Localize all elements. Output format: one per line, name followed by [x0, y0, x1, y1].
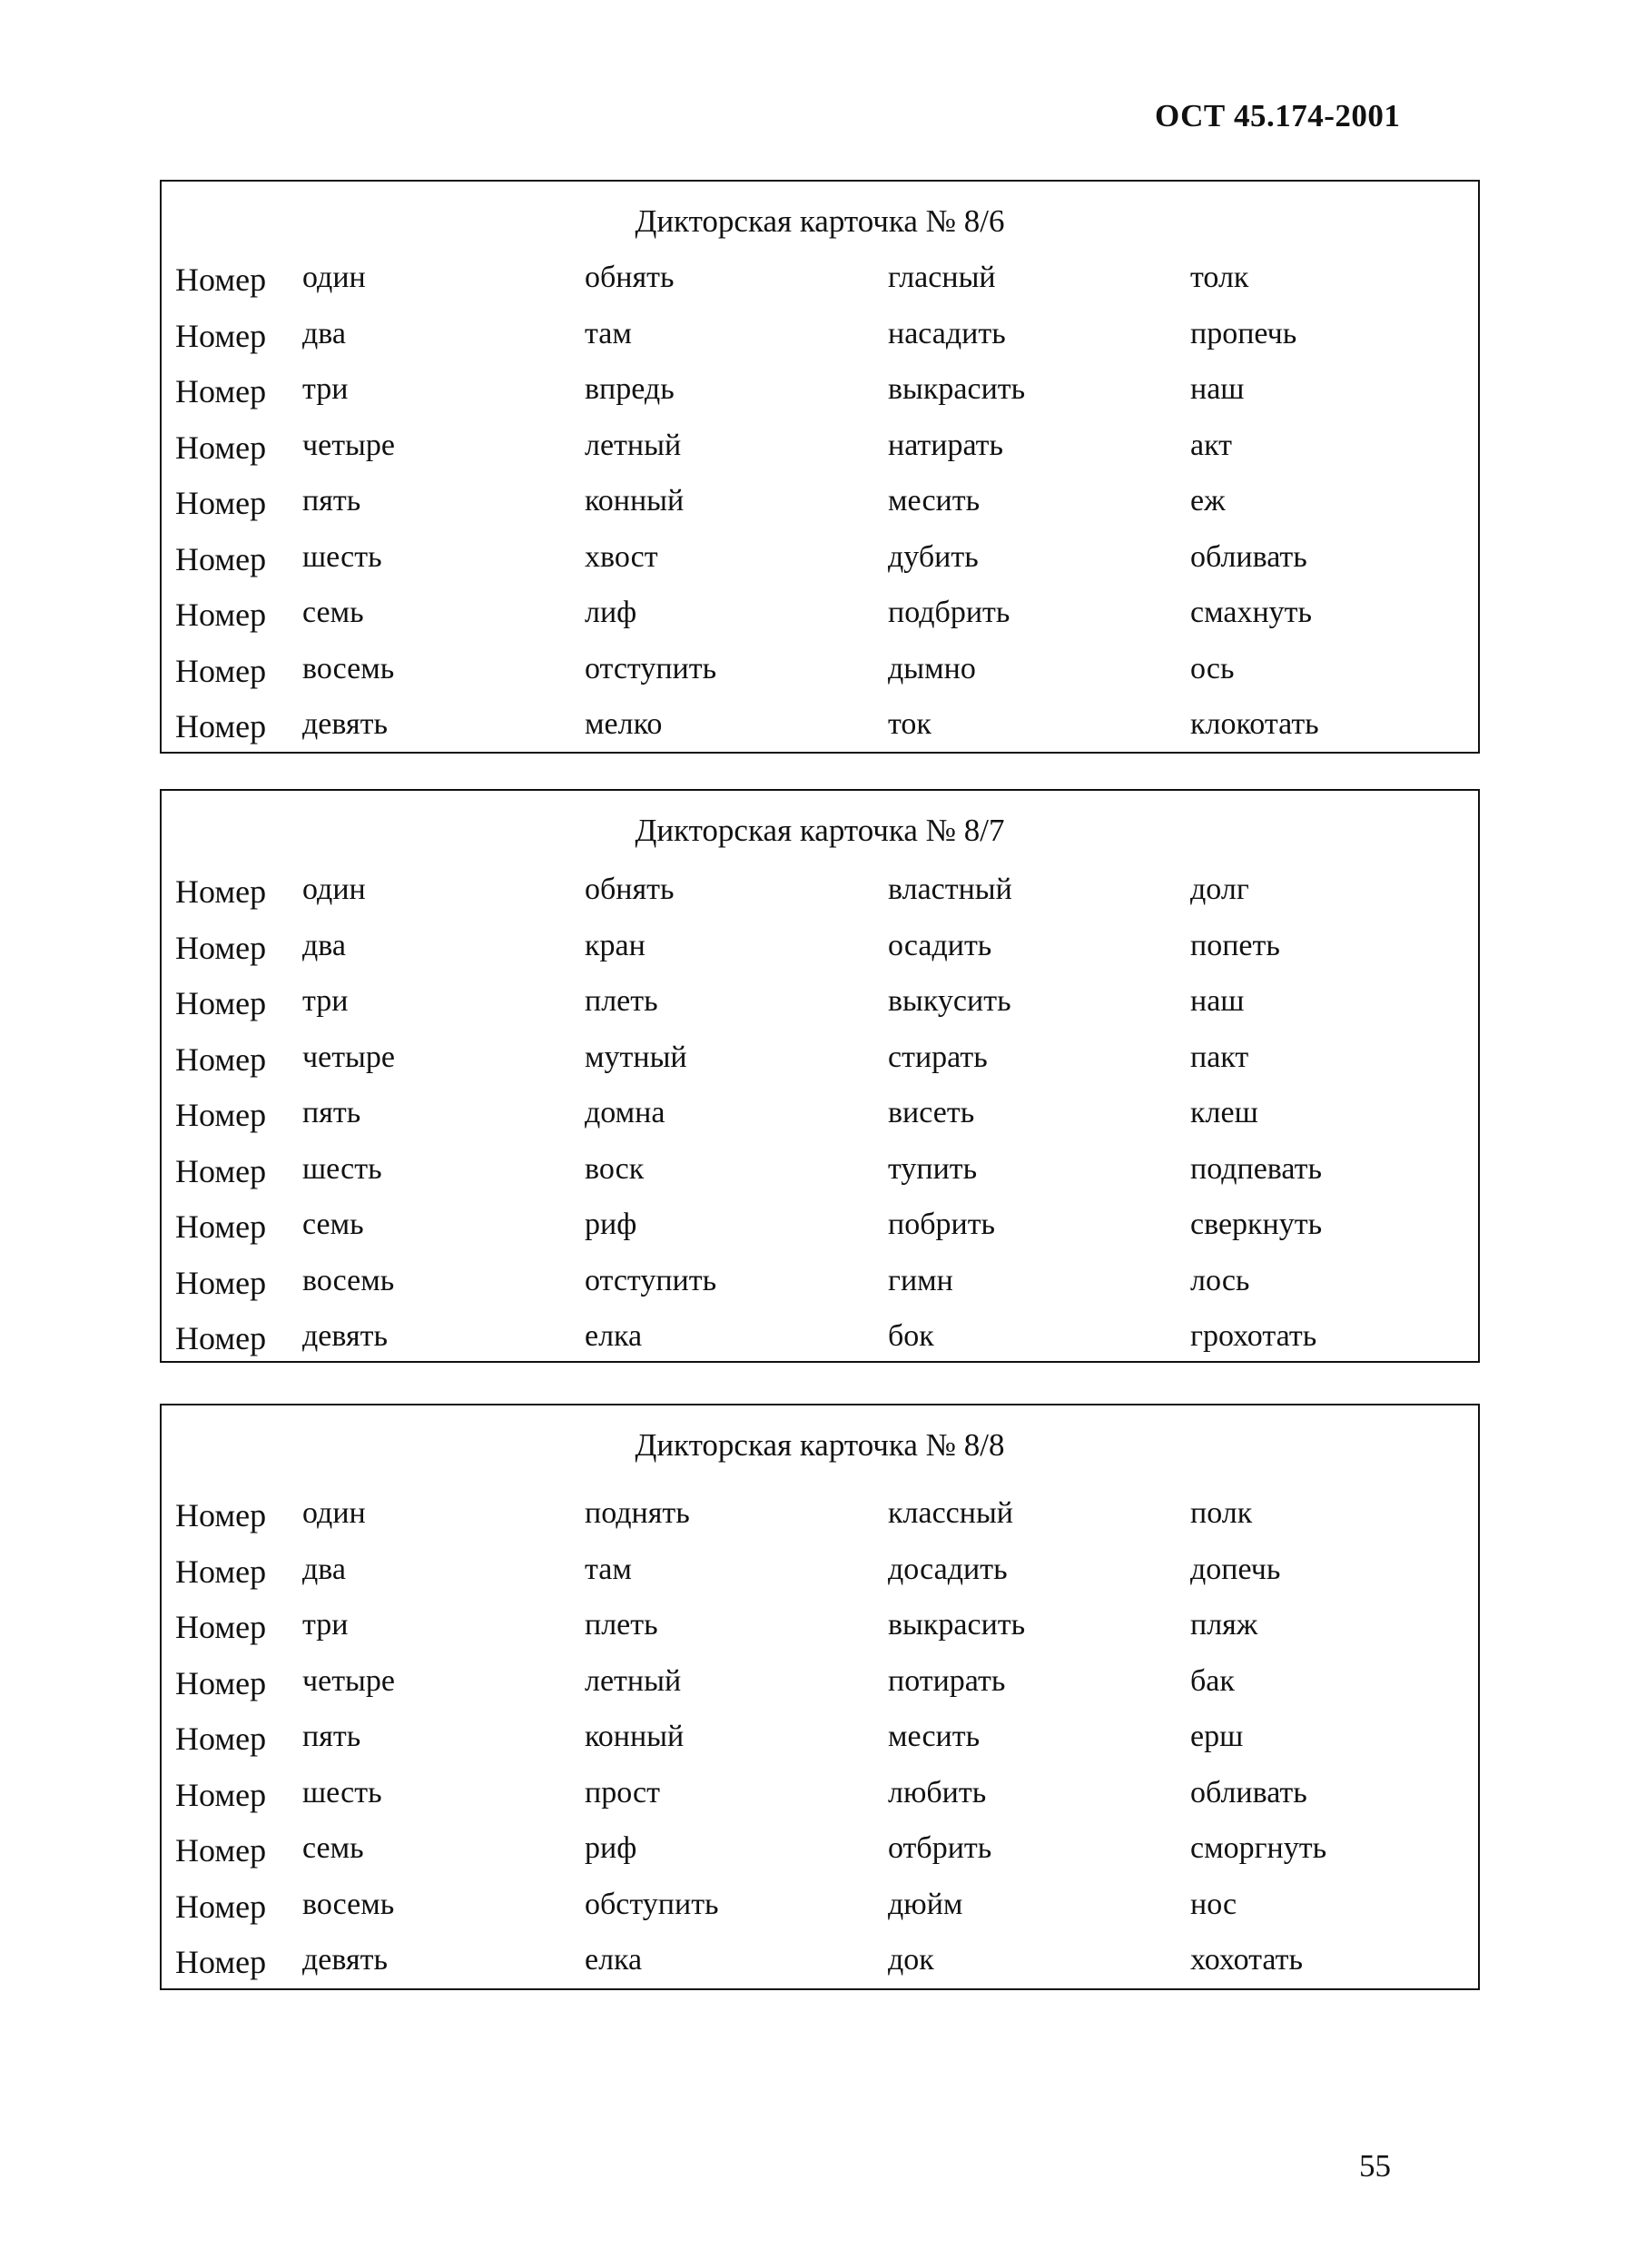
- word-row: [162, 1888, 1478, 1924]
- word-cell: дюйм: [888, 1887, 963, 1921]
- word-cell: плеть: [585, 1608, 658, 1642]
- word-cell: обливать: [1190, 539, 1307, 574]
- announcer-card: [160, 180, 1480, 754]
- row-label: Номер: [175, 1040, 267, 1078]
- word-cell: пять: [302, 1720, 361, 1753]
- word-cell: елка: [585, 1943, 643, 1977]
- word-row: [162, 596, 1478, 632]
- row-label: Номер: [175, 1721, 267, 1757]
- row-label: Номер: [175, 1944, 267, 1980]
- word-row: [162, 1720, 1478, 1756]
- word-cell: елка: [585, 1319, 643, 1353]
- row-label: Номер: [175, 1776, 267, 1813]
- row-label: Номер: [175, 1320, 267, 1356]
- row-label: Номер: [175, 1152, 267, 1189]
- word-cell: обливать: [1190, 1775, 1307, 1809]
- row-label: Номер: [175, 540, 267, 577]
- word-row: [162, 984, 1478, 1021]
- word-cell: обнять: [585, 261, 675, 294]
- word-cell: любить: [888, 1775, 987, 1809]
- word-cell: отступить: [585, 651, 717, 685]
- word-cell: ерш: [1190, 1720, 1244, 1753]
- word-cell: два: [302, 1552, 346, 1586]
- word-cell: досадить: [888, 1552, 1008, 1586]
- word-row: [162, 1319, 1478, 1356]
- row-label: Номер: [175, 1097, 267, 1133]
- word-cell: грохотать: [1190, 1319, 1317, 1353]
- word-cell: толк: [1190, 261, 1249, 294]
- word-cell: выкрасить: [888, 372, 1026, 406]
- word-cell: дымно: [888, 651, 976, 685]
- word-row: [162, 540, 1478, 577]
- word-cell: подбрить: [888, 596, 1010, 629]
- word-row: [162, 1553, 1478, 1589]
- word-cell: риф: [585, 1208, 637, 1241]
- word-cell: клокотать: [1190, 707, 1319, 741]
- word-cell: восемь: [302, 1263, 395, 1297]
- word-cell: мелко: [585, 707, 663, 741]
- word-cell: пять: [302, 484, 361, 518]
- word-cell: нос: [1190, 1887, 1237, 1921]
- word-cell: хвост: [585, 539, 658, 574]
- word-row: [162, 261, 1478, 297]
- row-label: Номер: [175, 429, 267, 466]
- word-row: [162, 873, 1478, 909]
- word-cell: девять: [302, 1319, 388, 1353]
- word-row: [162, 1208, 1478, 1244]
- word-cell: пропечь: [1190, 316, 1297, 350]
- word-row: [162, 1264, 1478, 1300]
- announcer-card: [160, 789, 1480, 1363]
- word-cell: сморгнуть: [1190, 1831, 1327, 1865]
- word-cell: классный: [888, 1496, 1013, 1530]
- word-cell: воск: [585, 1151, 645, 1186]
- word-cell: лиф: [585, 596, 637, 629]
- word-cell: летный: [585, 428, 682, 462]
- word-cell: девять: [302, 1943, 388, 1977]
- row-label: Номер: [175, 1609, 267, 1645]
- word-row: [162, 707, 1478, 744]
- word-cell: допечь: [1190, 1552, 1281, 1586]
- word-row: [162, 372, 1478, 409]
- word-cell: два: [302, 928, 346, 962]
- word-cell: пляж: [1190, 1608, 1258, 1642]
- word-cell: два: [302, 316, 346, 350]
- word-cell: отбрить: [888, 1831, 992, 1865]
- word-cell: смахнуть: [1190, 596, 1313, 629]
- word-cell: четыре: [302, 1663, 395, 1698]
- word-cell: еж: [1190, 484, 1226, 518]
- word-cell: шесть: [302, 1775, 382, 1809]
- word-cell: стирать: [888, 1040, 988, 1074]
- card-title: Дикторская карточка № 8/8: [635, 1427, 1005, 1463]
- word-cell: хохотать: [1190, 1943, 1303, 1977]
- word-row: [162, 1496, 1478, 1533]
- word-cell: клеш: [1190, 1096, 1258, 1129]
- word-row: [162, 1040, 1478, 1077]
- word-cell: восемь: [302, 651, 395, 685]
- word-cell: подпевать: [1190, 1151, 1322, 1186]
- word-cell: обступить: [585, 1887, 719, 1921]
- word-cell: акт: [1190, 428, 1233, 462]
- word-cell: побрить: [888, 1208, 996, 1241]
- word-cell: гласный: [888, 261, 996, 294]
- word-cell: выкрасить: [888, 1608, 1026, 1642]
- word-cell: обнять: [585, 873, 675, 906]
- page-number: 55: [1359, 2148, 1391, 2184]
- row-label: Номер: [175, 373, 267, 409]
- row-label: Номер: [175, 485, 267, 521]
- word-cell: четыре: [302, 428, 395, 462]
- row-label: Номер: [175, 873, 267, 910]
- word-cell: плеть: [585, 984, 658, 1018]
- row-label: Номер: [175, 1832, 267, 1869]
- word-cell: наш: [1190, 372, 1245, 406]
- word-row: [162, 929, 1478, 965]
- word-cell: висеть: [888, 1096, 975, 1129]
- word-cell: там: [585, 1552, 632, 1586]
- word-cell: гимн: [888, 1263, 953, 1297]
- word-cell: три: [302, 1608, 349, 1642]
- row-label: Номер: [175, 1497, 267, 1533]
- word-row: [162, 1096, 1478, 1132]
- word-cell: тупить: [888, 1151, 978, 1186]
- row-label: Номер: [175, 1553, 267, 1590]
- row-label: Номер: [175, 1208, 267, 1245]
- word-cell: три: [302, 984, 349, 1018]
- word-cell: семь: [302, 596, 364, 629]
- word-cell: риф: [585, 1831, 637, 1865]
- word-cell: шесть: [302, 539, 382, 574]
- word-row: [162, 1664, 1478, 1701]
- word-cell: отступить: [585, 1263, 717, 1297]
- word-cell: три: [302, 372, 349, 406]
- word-row: [162, 484, 1478, 520]
- word-cell: пакт: [1190, 1040, 1249, 1074]
- row-label: Номер: [175, 652, 267, 689]
- row-label: Номер: [175, 317, 267, 354]
- word-cell: поднять: [585, 1496, 690, 1530]
- word-cell: попеть: [1190, 928, 1280, 962]
- word-cell: впредь: [585, 372, 675, 406]
- row-label: Номер: [175, 1888, 267, 1925]
- word-row: [162, 317, 1478, 353]
- word-cell: осадить: [888, 928, 992, 962]
- word-cell: натирать: [888, 428, 1004, 462]
- word-cell: месить: [888, 484, 981, 518]
- word-cell: конный: [585, 1720, 685, 1753]
- word-cell: четыре: [302, 1040, 395, 1074]
- word-row: [162, 1943, 1478, 1979]
- word-cell: властный: [888, 873, 1012, 906]
- word-cell: там: [585, 316, 632, 350]
- word-row: [162, 1831, 1478, 1868]
- word-cell: ось: [1190, 651, 1235, 685]
- word-row: [162, 652, 1478, 688]
- word-cell: бок: [888, 1319, 934, 1353]
- word-row: [162, 1608, 1478, 1644]
- row-label: Номер: [175, 708, 267, 744]
- word-cell: домна: [585, 1096, 665, 1129]
- word-row: [162, 1152, 1478, 1188]
- word-cell: восемь: [302, 1887, 395, 1921]
- row-label: Номер: [175, 597, 267, 633]
- word-cell: семь: [302, 1208, 364, 1241]
- word-cell: один: [302, 1496, 366, 1530]
- card-title: Дикторская карточка № 8/6: [635, 203, 1005, 239]
- word-cell: летный: [585, 1663, 682, 1698]
- word-row: [162, 1776, 1478, 1812]
- word-cell: кран: [585, 928, 646, 962]
- document-code: ОСТ 45.174-2001: [1155, 98, 1401, 133]
- card-title: Дикторская карточка № 8/7: [635, 813, 1005, 848]
- row-label: Номер: [175, 929, 267, 966]
- word-cell: месить: [888, 1720, 981, 1753]
- row-label: Номер: [175, 985, 267, 1021]
- word-cell: пять: [302, 1096, 361, 1129]
- word-cell: док: [888, 1943, 934, 1977]
- word-cell: семь: [302, 1831, 364, 1865]
- word-cell: конный: [585, 484, 685, 518]
- word-cell: полк: [1190, 1496, 1253, 1530]
- word-cell: мутный: [585, 1040, 687, 1074]
- word-cell: шесть: [302, 1151, 382, 1186]
- word-cell: насадить: [888, 316, 1006, 350]
- word-cell: долг: [1190, 873, 1249, 906]
- row-label: Номер: [175, 1264, 267, 1301]
- word-cell: один: [302, 873, 366, 906]
- word-cell: дубить: [888, 539, 979, 574]
- row-label: Номер: [175, 261, 267, 298]
- word-cell: девять: [302, 707, 388, 741]
- word-cell: лось: [1190, 1263, 1250, 1297]
- row-label: Номер: [175, 1664, 267, 1701]
- word-cell: потирать: [888, 1663, 1006, 1698]
- word-cell: бак: [1190, 1663, 1235, 1698]
- word-cell: один: [302, 261, 366, 294]
- word-cell: выкусить: [888, 984, 1011, 1018]
- word-cell: наш: [1190, 984, 1245, 1018]
- word-cell: прост: [585, 1775, 660, 1809]
- word-cell: ток: [888, 707, 931, 741]
- word-cell: сверкнуть: [1190, 1208, 1323, 1241]
- word-row: [162, 429, 1478, 465]
- announcer-card: [160, 1404, 1480, 1990]
